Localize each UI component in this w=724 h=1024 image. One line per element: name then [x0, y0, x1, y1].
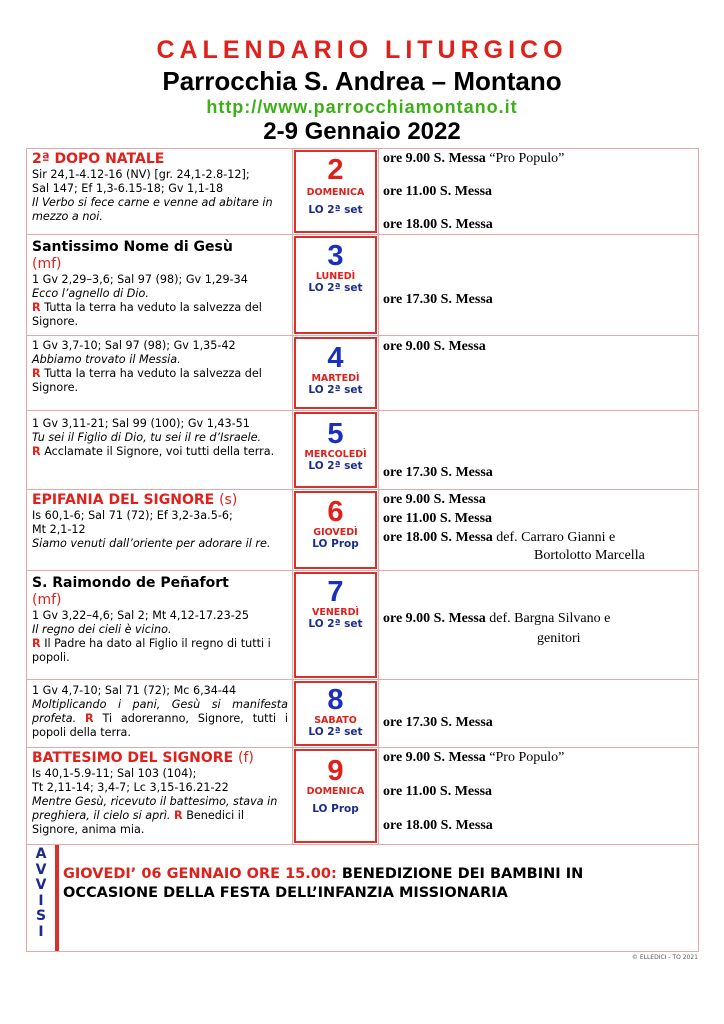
antiphon: Abbiamo trovato il Messia. — [32, 353, 181, 366]
day-number: 7 — [327, 576, 344, 608]
masses-cell — [379, 490, 698, 570]
day-number: 8 — [327, 684, 344, 716]
antiphon: Il Verbo si fece carne e venne ad abitare in mezzo a noi. — [32, 196, 273, 223]
readings-cell — [27, 411, 293, 489]
day-box — [294, 749, 377, 843]
liturgy-of-hours: LO Prop — [312, 803, 359, 815]
antiphon: Ecco l’agnello di Dio. — [32, 287, 149, 300]
day-name: GIOVEDÌ — [313, 527, 358, 538]
readings-cell — [27, 235, 293, 335]
feast-title: Santissimo Nome di Gesù — [32, 239, 233, 255]
day-name: SABATO — [314, 715, 357, 726]
day-number: 2 — [327, 154, 344, 186]
feast-title: EPIFANIA DEL SIGNORE (s) — [32, 492, 238, 508]
mass-entry: ore 11.00 S. Messa — [383, 184, 493, 199]
date-range: 2-9 Gennaio 2022 — [263, 118, 461, 145]
notice-date: GIOVEDI’ 06 GENNAIO ORE 15.00: — [63, 866, 337, 882]
mass-entry: ore 17.30 S. Messa — [383, 465, 493, 480]
day-row — [27, 149, 698, 235]
day-number: 9 — [327, 755, 344, 787]
mass-entry: ore 9.00 S. Messa “Pro Populo” — [383, 750, 565, 765]
day-number: 6 — [327, 496, 344, 528]
mass-entry: ore 9.00 S. Messa — [383, 492, 486, 507]
mass-entry: ore 11.00 S. Messa — [383, 511, 493, 526]
parish-name: Parrocchia S. Andrea – Montano — [162, 66, 562, 96]
readings-line: Sal 147; Ef 1,3-6.15-18; Gv 1,1-18 — [32, 182, 224, 195]
day-row — [27, 490, 698, 571]
mass-entry: ore 18.00 S. Messa — [383, 818, 493, 833]
day-box — [294, 236, 377, 334]
readings-cell — [27, 748, 293, 844]
day-row — [27, 748, 698, 845]
day-name: DOMENICA — [306, 786, 365, 797]
liturgy-of-hours: LO 2ª set — [308, 282, 363, 294]
masses-cell — [379, 411, 698, 489]
liturgy-of-hours: LO 2ª set — [308, 460, 363, 472]
day-cell — [293, 490, 379, 570]
mass-note-continued: genitori — [537, 631, 581, 646]
day-box — [294, 412, 377, 488]
liturgy-of-hours: LO Prop — [312, 538, 359, 550]
readings-line: 1 Gv 3,7-10; Sal 97 (98); Gv 1,35-42 — [32, 339, 236, 352]
readings-cell — [27, 336, 293, 410]
day-name: MARTEDÌ — [311, 373, 360, 384]
response: R Il Padre ha dato al Figlio il regno di tutti i popoli. — [32, 637, 271, 664]
day-name: MERCOLEDÌ — [304, 449, 367, 460]
response: R Acclamate il Signore, voi tutti della terra. — [32, 445, 275, 458]
masses-cell — [379, 149, 698, 234]
mass-entry: ore 18.00 S. Messa — [383, 217, 493, 232]
day-row — [27, 680, 698, 748]
feast-title: 2ª DOPO NATALE — [32, 151, 165, 167]
feast-rank: (mf) — [32, 592, 62, 608]
readings-cell — [27, 149, 293, 234]
mass-entry: ore 9.00 S. Messa def. Bargna Silvano e — [383, 611, 611, 626]
readings-line: Is 40,1-5.9-11; Sal 103 (104); — [32, 767, 197, 780]
calendar-table — [26, 148, 699, 952]
day-row — [27, 411, 698, 490]
readings-cell — [27, 571, 293, 679]
readings-cell — [27, 490, 293, 570]
feast-title: BATTESIMO DEL SIGNORE (f) — [32, 750, 254, 766]
parish-url[interactable]: http://www.parrocchiamontano.it — [206, 97, 518, 117]
mass-entry: ore 11.00 S. Messa — [383, 784, 493, 799]
feast-rank: (mf) — [32, 256, 62, 272]
readings-line: Sir 24,1-4.12-16 (NV) [gr. 24,1-2.8-12]; — [32, 168, 250, 181]
avvisi-notice — [63, 865, 683, 903]
day-name: LUNEDÌ — [315, 271, 356, 282]
readings-line: Mt 2,1-12 — [32, 523, 86, 536]
readings-line: 1 Gv 4,7-10; Sal 71 (72); Mc 6,34-44 — [32, 684, 237, 697]
readings-line: 1 Gv 3,11-21; Sal 99 (100); Gv 1,43-51 — [32, 417, 250, 430]
notice-text: BENEDIZIONE DEI BAMBINI IN OCCASIONE DELLA FESTA DELL’INFANZIA MISSIONARIA — [63, 866, 584, 901]
readings-line: Tt 2,11-14; 3,4-7; Lc 3,15-16.21-22 — [32, 781, 229, 794]
liturgy-of-hours: LO 2ª set — [308, 618, 363, 630]
mass-entry: ore 17.30 S. Messa — [383, 292, 493, 307]
antiphon: Il regno dei cieli è vicino. — [32, 623, 172, 636]
day-box — [294, 491, 377, 569]
page-title: CALENDARIO LITURGICO — [156, 36, 568, 64]
avvisi-label: A V V I S I — [27, 845, 59, 951]
day-cell — [293, 336, 379, 410]
day-name: VENERDÌ — [311, 607, 360, 618]
day-box — [294, 150, 377, 233]
masses-cell — [379, 336, 698, 410]
day-number: 4 — [327, 342, 344, 374]
day-cell — [293, 680, 379, 747]
liturgy-of-hours: LO 2ª set — [308, 204, 363, 216]
day-box — [294, 337, 377, 409]
day-cell — [293, 235, 379, 335]
masses-cell — [379, 571, 698, 679]
mass-entry: ore 18.00 S. Messa def. Carraro Gianni e — [383, 530, 616, 545]
day-row — [27, 571, 698, 680]
antiphon: Siamo venuti dall’oriente per adorare il re. — [32, 537, 271, 550]
day-row — [27, 336, 698, 411]
response: R Tutta la terra ha veduto la salvezza del Signore. — [32, 367, 262, 394]
masses-cell — [379, 235, 698, 335]
day-name: DOMENICA — [306, 187, 365, 198]
liturgy-of-hours: LO 2ª set — [308, 726, 363, 738]
day-row — [27, 235, 698, 336]
day-cell — [293, 411, 379, 489]
antiphon: Tu sei il Figlio di Dio, tu sei il re d’Israele. — [32, 431, 262, 444]
masses-cell — [379, 680, 698, 747]
feast-title: S. Raimondo de Peñafort — [32, 575, 229, 591]
response: R Tutta la terra ha veduto la salvezza del Signore. — [32, 301, 262, 328]
mass-entry: ore 17.30 S. Messa — [383, 715, 493, 730]
day-number: 3 — [327, 240, 344, 272]
mass-entry: ore 9.00 S. Messa “Pro Populo” — [383, 151, 565, 166]
day-cell — [293, 149, 379, 234]
readings-line: Is 60,1-6; Sal 71 (72); Ef 3,2-3a.5-6; — [32, 509, 233, 522]
liturgy-of-hours: LO 2ª set — [308, 384, 363, 396]
antiphon-response: Moltiplicando i pani, Gesù si manifesta profeta. R Ti adoreranno, Signore, tutti i popoli della terra. — [32, 698, 289, 739]
day-box — [294, 681, 377, 746]
readings-line: 1 Gv 3,22–4,6; Sal 2; Mt 4,12-17.23-25 — [32, 609, 250, 622]
day-number: 5 — [327, 418, 344, 450]
antiphon-response: Mentre Gesù, ricevuto il battesimo, stava in preghiera, il cielo si aprì. R Benedici il Signore, anima mia. — [32, 795, 278, 836]
day-box — [294, 572, 377, 678]
mass-note-continued: Bortolotto Marcella — [534, 548, 645, 563]
day-cell — [293, 571, 379, 679]
mass-entry: ore 9.00 S. Messa — [383, 339, 486, 354]
copyright: © ELLEDICI - TO 2021 — [631, 954, 698, 961]
avvisi-section — [27, 845, 698, 951]
masses-cell — [379, 748, 698, 844]
readings-line: 1 Gv 2,29–3,6; Sal 97 (98); Gv 1,29-34 — [32, 273, 248, 286]
readings-cell — [27, 680, 293, 747]
day-cell — [293, 748, 379, 844]
